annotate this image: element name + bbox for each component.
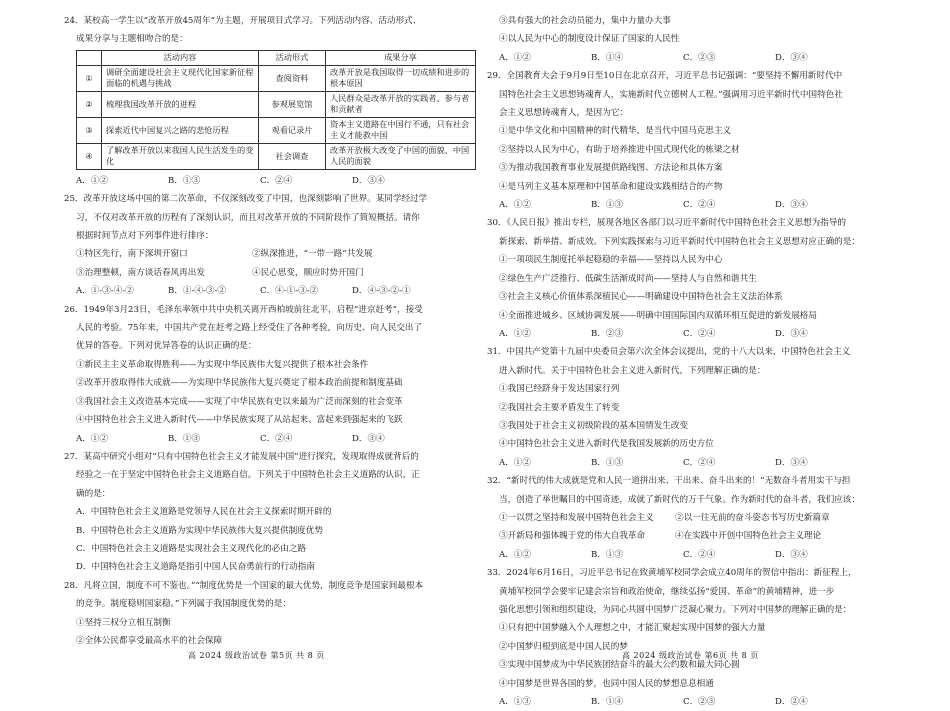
- q28-options: [487, 49, 927, 67]
- option-a[interactable]: A．①-③-④-②: [76, 286, 134, 297]
- q30-item-3: ③社会主义核心价值体系深植民心——明确建设中国特色社会主义法治体系: [499, 292, 783, 303]
- q29-item-2: ②坚持以人民为中心，有助于培养推进中国式现代化的栋梁之材: [499, 144, 740, 155]
- q24-table: [76, 50, 476, 170]
- q32-item-2: ②以一往无前的奋斗姿态书写历史新篇章: [675, 512, 830, 523]
- q32-items-row-1: [487, 509, 927, 527]
- question-25: [64, 190, 504, 300]
- q26-item-2: ②改革开放取得伟大成就——为实现中华民族伟大复兴奠定了根本政治前提和制度基础: [76, 378, 403, 389]
- row-result: 资本主义道路在中国行不通，只有社会主义才能救中国: [326, 117, 476, 143]
- q25-item-4: ④民心思变，顺应时势开国门: [252, 267, 364, 278]
- q31-item-2: ②我国社会主要矛盾发生了转变: [499, 402, 620, 413]
- q33-item-2: ②中国梦归根到底是中国人民的梦: [499, 641, 628, 652]
- page-footer-left: 高 2024 级政治试卷 第5页 共 8 页: [188, 651, 325, 660]
- table-row: [77, 91, 476, 117]
- q25-item-3: ③治理整顿，南方谈话春风再出发: [76, 267, 205, 278]
- option-a[interactable]: A．①③: [499, 697, 531, 708]
- q29-item-3: ③为推动我国教育事业发展提供路线图、方法论和具体方案: [499, 163, 723, 174]
- q24-options: [64, 172, 504, 190]
- q25-items-row-2: [64, 264, 504, 282]
- question-29: [487, 67, 927, 214]
- option-c[interactable]: C．②④: [260, 175, 293, 186]
- q33-item-1: ①只有把中国梦融入个人理想之中，才能汇聚起实现中国梦的强大力量: [499, 623, 766, 634]
- row-number: ③: [77, 117, 102, 143]
- option-c[interactable]: C．②④: [260, 433, 293, 444]
- row-content: 了解改革开放以来我国人民生活发生的变化: [102, 143, 259, 169]
- q27-stem-3: 确的是：: [76, 488, 111, 499]
- option-b[interactable]: B．①④: [591, 697, 624, 708]
- q27-stem-1: 27．某高中研究小组对“只有中国特色社会主义才能发展中国”进行探究，发现取得成就背后的: [64, 451, 419, 462]
- q27-stem-2: 经验之一在于坚定中国特色社会主义道路自信。下列关于中国特色社会主义道路的认识，正: [76, 470, 420, 481]
- q26-item-4: ④中国特色社会主义进入新时代——中华民族实现了从站起来、富起来到强起来的飞跃: [76, 415, 403, 426]
- q31-stem-2: 进入新时代。关于中国特色社会主义进入新时代，下列理解正确的是：: [499, 365, 766, 376]
- q25-item-1: ①特区先行，南下深圳开窗口: [76, 249, 188, 260]
- option-d[interactable]: D．③④: [775, 200, 808, 211]
- q30-item-4: ④全面推进城乡、区域协调发展——明确中国国际国内双循环相互促进的新发展格局: [499, 310, 817, 321]
- q28-item-1: ①坚持三权分立相互制衡: [76, 617, 171, 628]
- option-b[interactable]: B．①④: [591, 52, 624, 63]
- question-31: [487, 343, 927, 472]
- q29-stem-1: 29．全国教育大会于9月9日至10日在北京召开，习近平总书记强调：“要坚持不懈用新时代中: [487, 71, 843, 82]
- q31-stem-1: 31．中国共产党第十九届中央委员会第六次全体会议提出，党的十八大以来，中国特色社会主义: [487, 347, 851, 358]
- question-26: [64, 301, 504, 448]
- q24-stem-1: 24．某校高一学生以“改革开放45周年”为主题，开展项目式学习。下列活动内容、活动形式、: [64, 16, 422, 26]
- q31-item-3: ③我国处于社会主义初级阶段的基本国情发生改变: [499, 420, 689, 431]
- q33-stem-1: 33．2024年6月16日，习近平总书记在致黄埔军校同学会成立40周年的贺信中指出：新征程上，: [487, 568, 857, 579]
- option-b[interactable]: B．①③: [591, 200, 624, 211]
- option-d[interactable]: D．③④: [775, 328, 808, 339]
- option-c[interactable]: C．②③: [683, 697, 716, 708]
- q33-stem-2: 黄埔军校同学会要牢记建会宗旨和政治使命，继续弘扬“爱国、革命”的黄埔精神，进一步: [499, 586, 835, 597]
- option-a[interactable]: A．①②: [499, 328, 531, 339]
- q27-option-a[interactable]: A．中国特色社会主义道路是党领导人民在社会主义探索时期开辟的: [76, 507, 332, 518]
- q25-items-row-1: [64, 245, 504, 263]
- q26-options: [64, 430, 504, 448]
- row-result: 改革开放极大改变了中国的面貌、中国人民的面貌: [326, 143, 476, 169]
- table-row: [77, 65, 476, 91]
- option-a[interactable]: A．①②: [499, 200, 531, 211]
- option-a[interactable]: A．①②: [499, 549, 531, 560]
- q33-item-4: ④中国梦是世界各国的梦，也同中国人民的梦想息息相通: [499, 678, 714, 689]
- row-number: ②: [77, 91, 102, 117]
- q27-option-d[interactable]: D．中国特色社会主义道路是指引中国人民奋勇前行的行动指南: [76, 562, 315, 573]
- row-number: ④: [77, 143, 102, 169]
- option-d[interactable]: D．③④: [352, 175, 385, 186]
- question-33: [487, 564, 927, 711]
- row-number: ①: [77, 65, 102, 91]
- q32-options: [487, 546, 927, 564]
- q31-item-1: ①我国已经跻身于发达国家行列: [499, 384, 620, 395]
- q25-options: [64, 282, 504, 300]
- table-row: [77, 117, 476, 143]
- q26-stem-3: 优异的答卷。下列对优异答卷的认识正确的是：: [76, 341, 257, 352]
- q26-stem-2: 人民的考验。75年来，中国共产党在赶考之路上经受住了各种考验，向历史、向人民交出了: [76, 323, 423, 334]
- q30-item-1: ①一项项民生制度托举起稳稳的幸福——坚持以人民为中心: [499, 255, 723, 266]
- q30-stem-1: 30．《人民日报》推出专栏，展现各地区各部门以习近平新时代中国特色社会主义思想为指导的: [487, 218, 846, 229]
- option-b[interactable]: B．①③: [168, 433, 201, 444]
- q33-stem-3: 强化思想引领和组织建设，为同心共圆中国梦广泛凝心聚力。下列对中国梦的理解正确的是：: [499, 605, 852, 615]
- option-c[interactable]: C．④-①-③-②: [260, 286, 319, 297]
- option-b[interactable]: B．①③: [168, 175, 201, 186]
- q28-item-2: ②全体公民都享受最高水平的社会保障: [76, 635, 223, 646]
- q26-item-3: ③我国社会主义改造基本完成——实现了中华民族有史以来最为广泛而深刻的社会变革: [76, 396, 403, 407]
- q32-stem-2: 当，创造了举世瞩目的中国奇迹，成就了新时代的万千气象。作为新时代的奋斗者，我们应该：: [499, 494, 860, 505]
- question-24: [64, 12, 504, 190]
- right-column: [487, 12, 927, 711]
- question-30: [487, 214, 927, 343]
- q30-stem-2: 新探索、新举措、新成效。下列实践探索与习近平新时代中国特色社会主义思想对应正确的是：: [499, 236, 860, 247]
- q33-item-3: ③实现中国梦成为中华民族团结奋斗的最大公约数和最大同心圆: [499, 660, 740, 671]
- q26-stem-1: 26．1949年3月23日，毛泽东率领中共中央机关离开西柏坡前往北平，启程“进京赶考”，接受: [64, 304, 423, 315]
- q28-item-3: ③具有强大的社会动员能力，集中力量办大事: [499, 16, 671, 26]
- q25-item-2: ②纵深推进，“一带一路”共发展: [252, 249, 373, 260]
- q32-stem-1: 32．“新时代的伟大成就是党和人民一道拼出来、干出来、奋斗出来的！”无数奋斗者用实干与担: [487, 476, 851, 487]
- q25-stem-2: 习，不仅对改革开放的历程有了深刻认识，而且对改革开放的不同阶段作了简短概括。请你: [76, 212, 420, 223]
- q29-item-1: ①是中华文化和中国精神的时代精华，是当代中国马克思主义: [499, 126, 732, 137]
- option-d[interactable]: D．③④: [352, 433, 385, 444]
- q24-stem-2: 成果分享与主题相吻合的是：: [76, 34, 188, 45]
- q28-stem-1: 28．凡将立国，制度不可不鉴也。”“制度优势是一个国家的最大优势，制度竞争是国家间最根本: [64, 580, 424, 591]
- q31-item-4: ④中国特色社会主义进入新时代是我国发展新的历史方位: [499, 439, 714, 450]
- option-a[interactable]: A．①②: [499, 457, 531, 468]
- row-form: 查阅资料: [259, 65, 326, 91]
- q33-options: [487, 693, 927, 711]
- option-b[interactable]: B．①③: [591, 457, 624, 468]
- option-c[interactable]: C．②④: [683, 549, 716, 560]
- row-result: 改革开放是我国取得一切成绩和进步的根本原因: [326, 65, 476, 91]
- q29-stem-3: 会主义思想铸魂育人，是因为它：: [499, 108, 628, 119]
- left-column: [64, 12, 504, 650]
- option-d[interactable]: D．③④: [775, 52, 808, 63]
- row-form: 社会调查: [259, 143, 326, 169]
- option-d[interactable]: D．③④: [775, 457, 808, 468]
- q28-stem-2: 的竞争。制度稳则国家稳。”下列属于我国制度优势的是：: [76, 599, 291, 610]
- q32-item-3: ③开新局和强体魄于党的伟大自我革命: [499, 531, 646, 542]
- option-c[interactable]: C．②④: [683, 328, 716, 339]
- q30-options: [487, 325, 927, 343]
- question-27: [64, 448, 504, 577]
- q32-item-1: ①一以贯之坚持和发展中国特色社会主义: [499, 512, 654, 523]
- option-d[interactable]: D．③④: [775, 549, 808, 560]
- row-content: 梳理我国改革开放的进程: [102, 91, 259, 117]
- option-c[interactable]: C．②④: [683, 200, 716, 211]
- q30-item-2: ②绿色生产广泛推行、低碳生活渐成时尚——坚持人与自然和谐共生: [499, 273, 757, 284]
- q31-options: [487, 454, 927, 472]
- option-d[interactable]: D．④-③-②-①: [352, 286, 411, 297]
- page-footer-right: 高 2024 级政治试卷 第6页 共 8 页: [622, 651, 759, 660]
- option-a[interactable]: A．①②: [76, 433, 108, 444]
- question-28-continued: [487, 12, 927, 67]
- q24-table-header: [77, 50, 476, 65]
- q24-header-form: 活动形式: [259, 50, 326, 65]
- q28-item-4: ④以人民为中心的制度设计保证了国家的人民性: [499, 34, 680, 45]
- option-d[interactable]: D．②④: [775, 697, 808, 708]
- q24-header-result: 成果分享: [326, 50, 476, 65]
- question-32: [487, 472, 927, 564]
- table-row: [77, 143, 476, 169]
- row-content: 调研全面建设社会主义现代化国家新征程面临的机遇与挑战: [102, 65, 259, 91]
- option-b[interactable]: B．①-④-③-②: [168, 286, 226, 297]
- q27-option-c[interactable]: C．中国特色社会主义道路是实现社会主义现代化的必由之路: [76, 543, 307, 554]
- row-form: 参观展览馆: [259, 91, 326, 117]
- question-28: [64, 577, 504, 651]
- option-a[interactable]: A．①②: [499, 52, 531, 63]
- row-form: 观看记录片: [259, 117, 326, 143]
- q29-options: [487, 196, 927, 214]
- option-b[interactable]: B．②③: [591, 328, 624, 339]
- q29-item-4: ④是马列主义基本原理和中国革命和建设实践相结合的产物: [499, 181, 723, 192]
- row-result: 人民群众是改革开放的实践者、参与者和贡献者: [326, 91, 476, 117]
- q25-stem-3: 根据时间节点对下列事件进行排序：: [76, 231, 214, 242]
- q32-items-row-2: [487, 527, 927, 545]
- option-c[interactable]: C．②③: [683, 52, 716, 63]
- row-content: 探索近代中国复兴之路的悲怆历程: [102, 117, 259, 143]
- q29-stem-2: 国特色社会主义思想铸魂育人，实施新时代立德树人工程。”强调用习近平新时代中国特色社: [499, 89, 843, 100]
- q26-item-1: ①新民主主义革命取得胜利——为实现中华民族伟大复兴提供了根本社会条件: [76, 359, 369, 370]
- option-a[interactable]: A．①②: [76, 175, 108, 186]
- q24-header-content: 活动内容: [102, 50, 259, 65]
- q27-option-b[interactable]: B．中国特色社会主义道路为实现中华民族伟大复兴提供制度优势: [76, 525, 323, 536]
- option-b[interactable]: B．①③: [591, 549, 624, 560]
- q25-stem-1: 25．改革开放这场中国的第二次革命，不仅深刻改变了中国，也深刻影响了世界。某同学经过学: [64, 194, 428, 205]
- option-c[interactable]: C．②④: [683, 457, 716, 468]
- q32-item-4: ④在实践中开创中国特色社会主义理论: [675, 531, 822, 542]
